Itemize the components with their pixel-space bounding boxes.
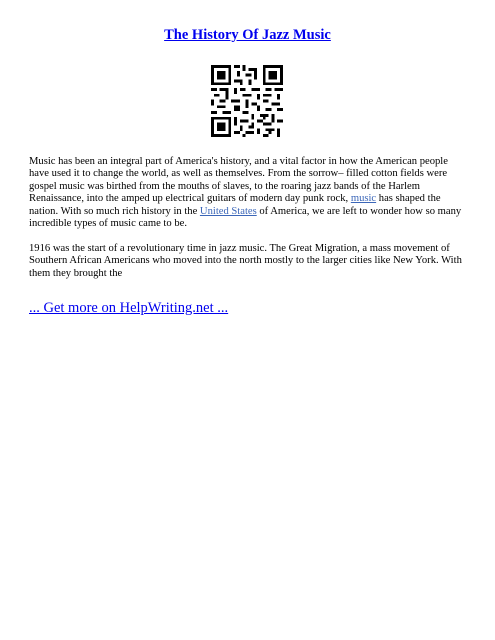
paragraph-1-text-a: Music has been an integral part of America's history, and a vital factor in how the American people have used it to change the world, as well as themselves. From the sorrow– filled cotton fields were gospel music was birthed from the mouths of slaves, to the roaring jazz bands of the Harlem Renaissance, into the amped up electrical guitars of modern day punk rock,	[29, 156, 448, 205]
paragraph-2: 1916 was the start of a revolutionary time in jazz music. The Great Migration, a mass movement of Southern African Americans who moved into the north mostly to the larger cities like New York. With them they brought the	[29, 243, 462, 279]
paragraph-1-text-b: has shaped the nation. With so much rich history in the	[29, 193, 441, 217]
more-link-line	[29, 299, 228, 317]
get-more-link[interactable]: ... Get more on HelpWriting.net ...	[29, 300, 229, 316]
paragraph-1	[29, 156, 469, 230]
united-states-link[interactable]: United States	[199, 205, 257, 217]
page-title	[0, 26, 495, 44]
music-link[interactable]: music	[350, 193, 377, 205]
paragraph-1-text-c: of America, we are left to wonder how so many incredible types of music came to be.	[29, 205, 462, 230]
title-link[interactable]: The History Of Jazz Music	[164, 27, 331, 43]
qr-code-icon	[211, 65, 283, 137]
